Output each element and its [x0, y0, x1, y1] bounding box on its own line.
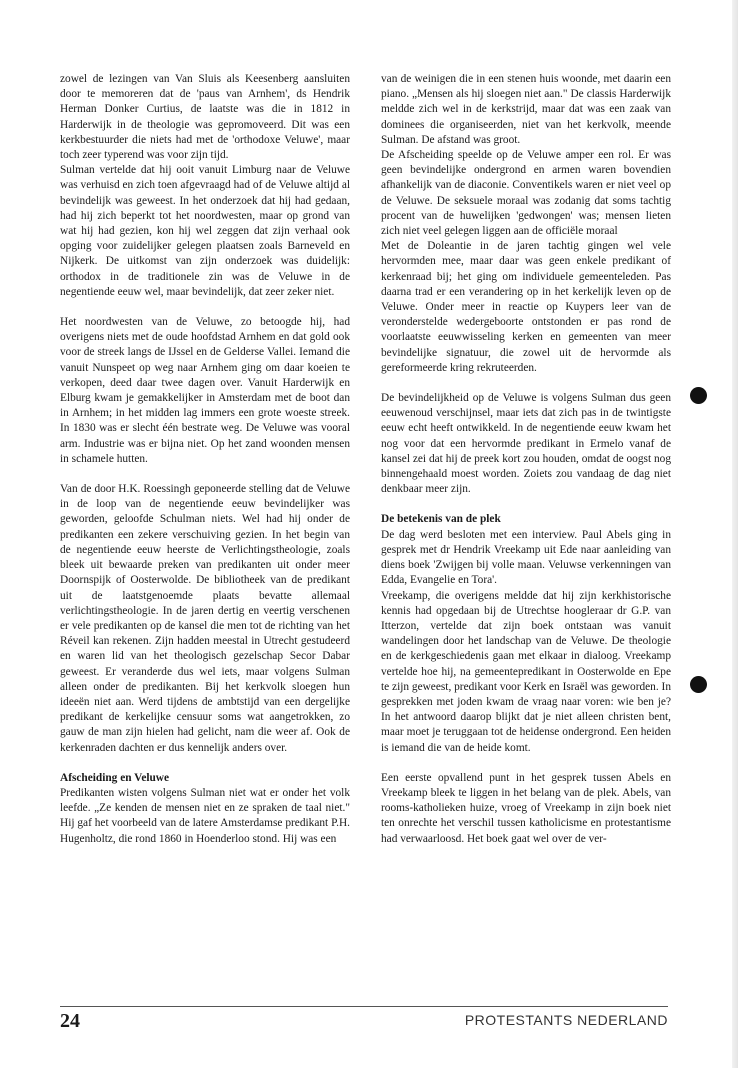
- left-paragraph-3: Het noordwesten van de Veluwe, zo betoogde hij, had overigens niets met de oude hoofdstad Arnhem en dat gold ook voor de streek langs de IJssel en de Gelderse Vallei. Iemand die vanuit Nunspeet op weg naar Arnhem ging om daar koeien te verkopen, deed daar twee dagen over. Vanuit Harderwijk en Elburg kwam je gemakkelijker in Amsterdam met de boot dan in Arnhem; in het midden lag immers een grote woeste streek. In 1830 was er slecht één bestrate weg. De Veluwe was vooral arm. Industrie was er bijna niet. Op het zand woonden mensen in schamele hutten.: [60, 316, 350, 465]
- right-paragraph-2: De Afscheiding speelde op de Veluwe amper een rol. Er was geen bevindelijke ondergrond en armen waren bovendien afhankelijk van de diaconie. Conventikels waren er niet veel op de Veluwe. De seksuele moraal was zodanig dat soms tachtig procent van de huwelijken 'gedwongen' was; mensen lieten zich niet veel gelegen liggen aan de officiële moraal: [381, 149, 671, 238]
- right-column: [381, 72, 671, 847]
- right-paragraph-7: Een eerste opvallend punt in het gesprek tussen Abels en Vreekamp bleek te liggen in het belang van de plek. Abels, van rooms-katholieken huize, vroeg of Vreekamp in zijn boek niet ten onrechte het verschil tussen katholicisme en protestantisme had verwaarloosd. Het boek gaat wel over de ver-: [381, 771, 671, 845]
- right-paragraph-1: van de weinigen die in een stenen huis woonde, met daarin een piano. „Mensen als hij sloegen niet aan." De classis Harderwijk meldde zich wel in de kerkstrijd, maar dat was een zaak van dominees die organiseerden, niet van het kerkvolk, meende Sulman. De afstand was groot.: [381, 73, 671, 146]
- right-paragraph-6: Vreekamp, die overigens meldde dat hij zijn kerkhistorische kennis had opgedaan bij de Utrechtse hoogleraar dr G.P. van Itterzon, vertelde dat zijn boek ontstaan was vanuit wandelingen door het landschap van de Veluwe. De theologie en de kerkgeschiedenis gaan met elkaar in dialoog. Vreekamp vertelde hoe hij, na gemeentepredikant in Oosterwolde en Epe te zijn geweest, predikant voor Kerk en Israël was geworden. In gesprekken met joden kwam de vraag naar voren: wie ben je? In het antwoord daarop blijkt dat je niet alleen christen bent, maar moet je teruggaan tot de heidense ondergrond. Een heiden is iemand die van de heide komt.: [381, 589, 671, 754]
- right-paragraph-4: De bevindelijkheid op de Veluwe is volgens Sulman dus geen eeuwenoud verschijnsel, maar iets dat zich pas in de twintigste eeuw echt heeft ontwikkeld. In de negentiende eeuw kwam het nog voor dat een hervormde predikant in Ermelo vanaf de kansel zei dat hij de preek kort zou houden, omdat de oogst nog binnengehaald moest worden. Zoiets zou vandaag de dag niet denkbaar meer zijn.: [381, 392, 671, 496]
- left-paragraph-5: Predikanten wisten volgens Sulman niet wat er onder het volk leefde. „Ze kenden de mensen niet en ze spraken de taal niet." Hij gaf het voorbeeld van de latere Amsterdamse predikant P.H. Hugenholtz, die rond 1860 in Hoenderloo stond. Hij was een: [60, 786, 350, 845]
- magazine-name: PROTESTANTS NEDERLAND: [464, 1012, 668, 1028]
- right-paragraph-3: Met de Doleantie in de jaren tachtig gingen wel vele hervormden mee, maar daar was geen enkele predikant of kerkenraad bij; het ging om individuele gemeenteleden. Pas daarna trad er een verandering op in het kerkelijk leven op de Veluwe. Onder meer in reactie op Kuypers leer van de veronderstelde wedergeboorte ontstonden er pas rond de voorlaatste eeuwwisseling kerken en gemeenten van meer bevindelijke signatuur, die zowel uit de hervormde als gereformeerde kring rekruteerden.: [381, 240, 671, 374]
- section-heading-betekenis: De betekenis van de plek: [381, 513, 501, 526]
- left-column: [60, 72, 350, 847]
- right-paragraph-5: De dag werd besloten met een interview. Paul Abels ging in gesprek met dr Hendrik Vreekamp uit Ede naar aanleiding van diens boek 'Zwijgen bij volle maan. Veluwse verkenningen van Edda, Evangelie en Tora'.: [381, 528, 671, 587]
- punch-hole-icon: [690, 387, 707, 404]
- left-paragraph-2: Sulman vertelde dat hij ooit vanuit Limburg naar de Veluwe was verhuisd en zich toen afgevraagd had of de Veluwe altijd al bevindelijk was geweest. In het onderzoek dat hij had gedaan, had hij zich beperkt tot het noordwesten, maar op grond van wat hij had gezien, kon hij wel zeggen dat zijn verhaal ook opging voor zuidelijker gelegen plaatsen zoals Barneveld en Nijkerk. De uitkomst van zijn onderzoek was duidelijk: orthodox in de traditionele zin was de Veluwe in de negentiende eeuw wel, maar bevindelijk, dat zeer zeker niet.: [60, 164, 350, 298]
- paragraph-gap: [381, 756, 671, 771]
- left-paragraph-4: Van de door H.K. Roessingh geponeerde stelling dat de Veluwe in de loop van de negentiende eeuw bevindelijker was geworden, geloofde Schulman niets. Wel had hij onder de predikanten een zekere verschuiving gezien. In het begin van de negentiende eeuw heerste de Verlichtingstheologie, zoals bleek uit bewaarde preken van predikanten uit onder meer Doornspijk of Oosterwolde. De bibliotheek van de predikant uit de laatstgenoemde plaats bevatte allemaal verlichtingstheologie. In de jaren dertig en veertig verschenen er vele predikanten op de kansel die men tot de richting van het Réveil kan rekenen. Zijn hadden meestal in Utrecht gestudeerd en waren lid van het theologisch gezelschap Secor Dabar geweest. Er veranderde dus wel iets, maar volgens Sulman alleen onder de predikanten. Bij het kerkvolk sloegen hun ideeën niet aan. Werd tijdens de ambtstijd van een dergelijke predikant de kerkelijke censuur soms wat aangetrokken, zo gauw de man zijn hielen had gelicht, nam die weer af. Ook de kerkenraden dachten er dus kennelijk anders over.: [60, 483, 350, 754]
- paragraph-gap: [60, 756, 350, 771]
- footer-divider: [60, 1006, 668, 1007]
- paragraph-gap: [60, 300, 350, 315]
- paragraph-gap: [381, 497, 671, 512]
- left-paragraph-1: zowel de lezingen van Van Sluis als Keesenberg aansluiten door te memoreren dat de 'paus van Arnhem', ds Hendrik Herman Donker Curtius, de laatste was die in 1812 in Harderwijk in de theologie was gepromoveerd. Dit was een kerkbestuurder die niets had met de 'orthodoxe Veluwe', maar toch zeer typerend was voor zijn tijd.: [60, 73, 350, 162]
- punch-hole-icon: [690, 676, 707, 693]
- page-number: 24: [60, 1010, 80, 1032]
- page-edge: [732, 0, 738, 1068]
- paragraph-gap: [381, 376, 671, 391]
- paragraph-gap: [60, 467, 350, 482]
- section-heading-afscheiding: Afscheiding en Veluwe: [60, 771, 170, 784]
